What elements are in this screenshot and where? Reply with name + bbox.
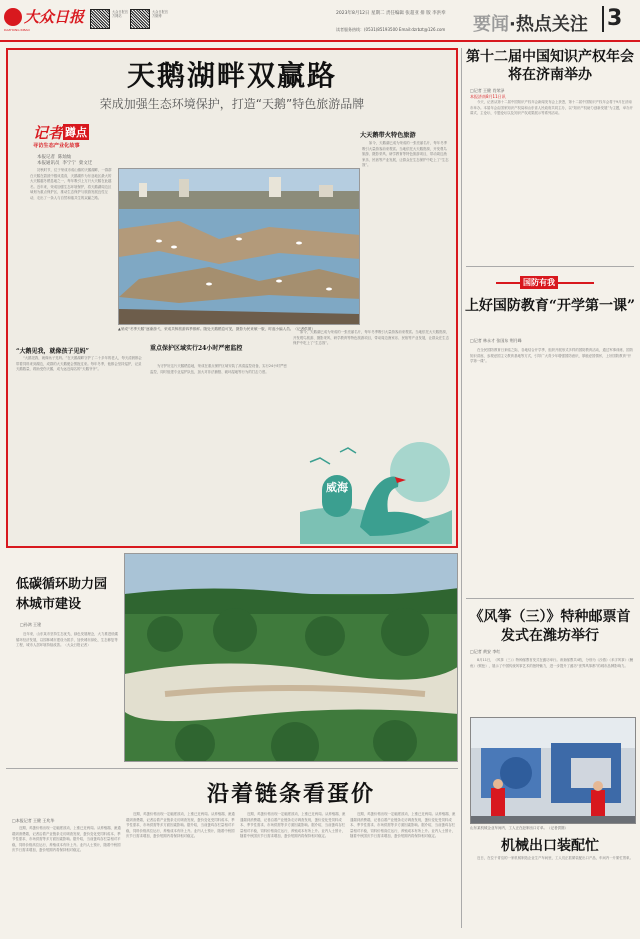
logo-subtitle: DAZHONG RIBAO: [4, 28, 30, 32]
article-byline: □本报记者 王健 王兆华: [12, 818, 55, 823]
contact-info: 读者服务热线：(0531)85193500 Email:dzrbzt@126.com: [336, 27, 446, 32]
divider: [6, 768, 458, 769]
article-headline[interactable]: 机械出口装配忙: [501, 838, 599, 854]
logo-name: 大众日报: [24, 8, 85, 26]
header-rule: [0, 40, 640, 42]
article-dateline: 本报济南8月11日讯: [470, 94, 506, 99]
park-aerial-photo[interactable]: [124, 553, 458, 762]
column-slogan: 寻访生态产业化故事: [33, 143, 80, 149]
feature-body-text: 为守护好这片天鹅栖息地，荣成在重点保护区域安装了高清监控设备，实行24小时严密监控，同时组建专业巡护队伍，加大对非法捕猎、破坏湿地等行为的打击力度。: [150, 364, 287, 374]
feature-subheadline: 荣成加强生态环境保护，打造“天鹅”特色旅游品牌: [99, 97, 365, 111]
divider: [466, 266, 634, 267]
article-body-text: 近期，鸡蛋价格出现一定幅度波动，上涨已近两周。从养殖端、流通端到消费端，记者沿着产业链条走访调查发现，蛋价变化受饲料成本、季节性需求、市场供需等多方面因素影响。据介绍，当前蛋鸡存栏量相对平稳，饲料价格高位运行，养殖成本有所上升。业内人士预计，随着中秋国庆节日需求增加，蛋价短期内将保持相对稳定。: [126, 812, 235, 839]
qr-label: 大众日报官方网站: [112, 10, 128, 18]
article-headline[interactable]: 第十二届中国知识产权年会将在济南举办: [466, 49, 634, 83]
article-body-text: 近期，鸡蛋价格出现一定幅度波动，上涨已近两周。从养殖端、流通端到消费端，记者沿着产业链条走访调查发现，蛋价变化受饲料成本、季节性需求、市场供需等多方面因素影响。据介绍，当前蛋鸡存栏量相对平稳，饲料价格高位运行，养殖成本有所上升。业内人士预计，随着中秋国庆节日需求增加，蛋价短期内将保持相对稳定。: [12, 826, 121, 853]
feature-byline: 本报记者 陈灿灿 本报通讯员 李宁宁 栾文迁: [37, 155, 93, 166]
feature-body-text: 如今，天鹅湖已成为荣成的一张亮丽名片，每年冬季吸引大量游客前来观赏。当地依托大天鹅资源，开发观鸟旅游、摄影采风、研学教育等特色旅游项目，带动周边渔家乐、民宿等产业发展，让群众在生态保护中吃上了“生态饭”。: [293, 330, 450, 346]
column-label-text: 国防有我: [520, 276, 558, 289]
photo-caption: ▲荣成“冬季天鹅”逐渐游弋，荣成共铸旅游四季都鲜。随处天鹅栖息可见，摄影为民来赋一版，时逛小编人员。（记者供图）: [118, 327, 315, 331]
column-label: [520, 275, 570, 291]
article-body-text: 今天，记者从第十二届中国知识产权年会新闻发布会上获悉，第十二届中国知识产权年会将于9月在济南市举办。本届年会由国家知识产权局和山东省人民政府共同主办，以“知识产权助力创新发展”为主题，举办开幕式、主论坛、专题论坛以及知识产权成果展示等系列活动。: [470, 100, 633, 116]
section-name: ·热点关注: [509, 14, 588, 35]
article-byline: □记者 林永才 张国东 荆月峰: [470, 338, 522, 343]
city-badge: 威海: [322, 475, 352, 517]
feature-body-text: “大鹅见我，就像孩子见妈。”在天鹅湖畔守护了二十多年的老人，每天清晨都会带着饲料来到湖边，成群的大天鹅便会围拢过来。每年冬季，他都会坚持巡护，记录天鹅数量，救助受伤天鹅，成为远近闻名的“天鹅爷爷”。: [16, 356, 142, 372]
feature-headline[interactable]: 天鹅湖畔双赢路: [126, 59, 337, 92]
page-number: 3: [607, 6, 623, 31]
article-body-text: 8月11日，《风筝（三）》特种邮票首发式在潍坊举行。该套邮票共4枚，分别为《沙燕》《米字风筝》《鲤鱼》《蜈蚣》，展示了中国传统风筝艺术的独特魅力，进一步提升了潍坊“世界风筝都”的城市品牌影响力。: [470, 658, 634, 668]
article-headline[interactable]: 低碳循环助力园林城市建设: [16, 577, 108, 612]
article-body-text: 近年来，山东某市坚持生态优先、绿色发展理念，大力推进低碳循环经济发展，以园林城市建设为抓手，加快城市绿化、生态修复等工程，城市人居环境持续改善。（大众日报记者）: [16, 632, 118, 648]
column-divider: [461, 48, 462, 928]
article-byline: □记者 黄安 李红: [470, 649, 501, 654]
feature-body-text: 初秋时节，位于荣成市成山镇的天鹅湖畔，一群群白天鹅在碧波中嬉戏觅食，天鹅湖作为东亚地区最大的大天鹅越冬栖息地之一，每年吸引上万只大天鹅在此越冬。近年来，荣成加强生态环境保护，将天鹅湖周边区域划为重点保护区，推动生态保护与旅游发展良性互动，走出了一条人与自然和谐共生的双赢之路。: [30, 168, 112, 200]
feature-body-text: 如今，天鹅湖已成为荣成的一张亮丽名片，每年冬季吸引大量游客前来观赏。当地依托大天鹅资源，开发观鸟旅游、摄影采风、研学教育等特色旅游项目，带动周边渔家乐、民宿等产业发展，让群众在生态保护中吃上了“生态饭”。: [362, 141, 449, 168]
qr-code-icon: [90, 9, 110, 29]
qr-code-icon: [130, 9, 150, 29]
article-headline[interactable]: 沿着链条看蛋价: [206, 781, 375, 807]
lake-swans-photo[interactable]: [118, 168, 360, 325]
divider: [466, 598, 634, 599]
column-logo: [33, 122, 103, 154]
article-headline[interactable]: 《风筝（三）》特种邮票首发式在潍坊举行: [469, 609, 631, 644]
logo-emblem-icon: [4, 8, 22, 26]
article-headline[interactable]: 上好国防教育“开学第一课”: [464, 298, 636, 314]
section-prefix: 要闻: [473, 14, 509, 35]
section-heading: “大鹅见我，就像孩子见妈”: [16, 348, 89, 355]
column-tag: 记者: [33, 124, 64, 142]
column-tag-highlight: 蹲点: [65, 126, 87, 139]
section-heading: 重点保护区域实行24小时严密监控: [150, 345, 243, 352]
newspaper-logo[interactable]: [4, 6, 84, 30]
qr-label: 大众日报官方微博: [152, 10, 168, 18]
article-body-text: 近日，在位于青岛的一家机械制造企业生产车间里，工人们正抓紧装配出口产品，车间内一片繁忙景象。: [477, 856, 633, 860]
section-title: [473, 10, 588, 36]
article-body-text: 近期，鸡蛋价格出现一定幅度波动，上涨已近两周。从养殖端、流通端到消费端，记者沿着产业链条走访调查发现，蛋价变化受饲料成本、季节性需求、市场供需等多方面因素影响。据介绍，当前蛋鸡存栏量相对平稳，饲料价格高位运行，养殖成本有所上升。业内人士预计，随着中秋国庆节日需求增加，蛋价短期内将保持相对稳定。: [350, 812, 456, 839]
article-body-text: 在全民国防教育日来临之际，各地结合开学季，组织开展形式多样的国防教育活动，通过军事训练、国防知识讲座、参观爱国主义教育基地等方式，引导广大青少年增强国防意识，厚植爱国情怀，上好国防教育“开学第一课”。: [470, 348, 633, 364]
issue-info: 2023年8月12日 星期二 责任编辑 张超亚 排 版 李洪奉: [336, 11, 446, 16]
divider: [602, 6, 604, 32]
section-heading: 大天鹅带火特色旅游: [360, 132, 416, 139]
article-byline: □记者 王健 肖荣泽: [470, 88, 505, 93]
article-body-text: 近期，鸡蛋价格出现一定幅度波动，上涨已近两周。从养殖端、流通端到消费端，记者沿着产业链条走访调查发现，蛋价变化受饲料成本、季节性需求、市场供需等多方面因素影响。据介绍，当前蛋鸡存栏量相对平稳，饲料价格高位运行，养殖成本有所上升。业内人士预计，随着中秋国庆节日需求增加，蛋价短期内将保持相对稳定。: [240, 812, 346, 839]
article-byline: □孙鸿 王建: [20, 622, 42, 627]
photo-caption: 山东某机械企业车间内，工人正在赶制出口订单。（记者供图）: [470, 826, 568, 830]
factory-workers-photo[interactable]: [470, 717, 636, 824]
